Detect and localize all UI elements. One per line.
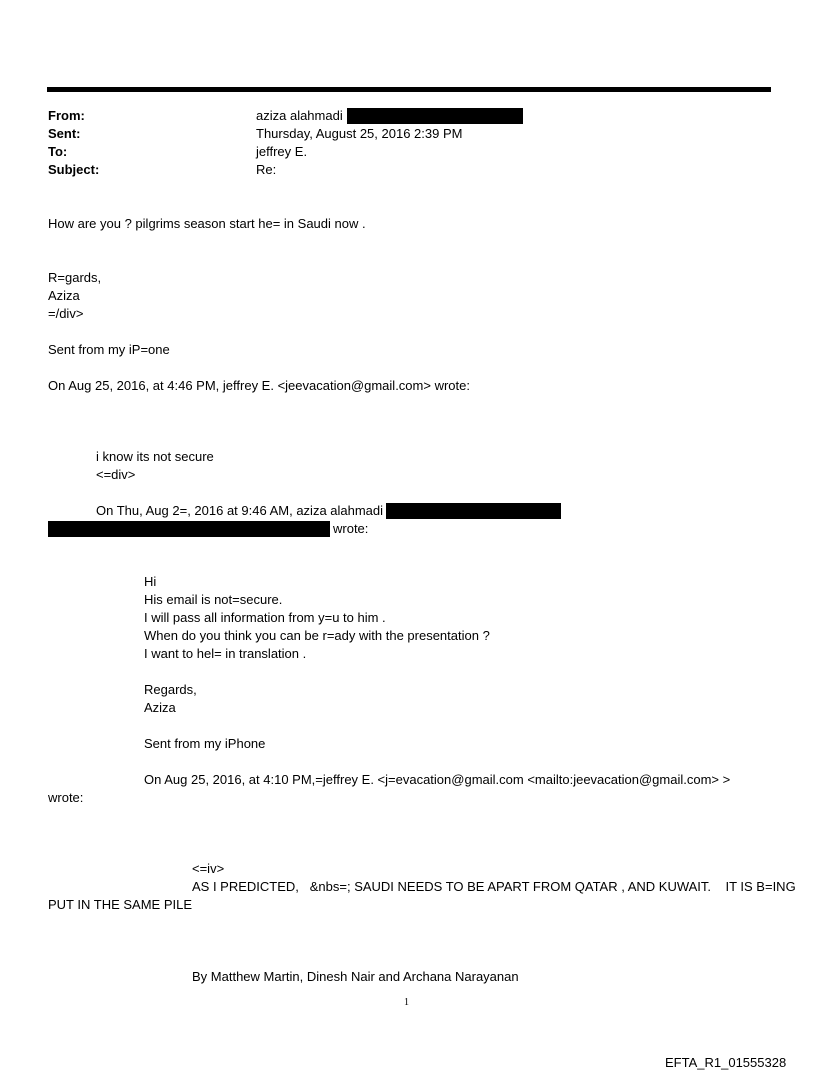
quote-line: By Matthew Martin, Dinesh Nair and Archana Narayanan xyxy=(192,969,519,984)
from-value: aziza alahmadi xyxy=(256,108,343,123)
sent-label: Sent: xyxy=(48,126,81,141)
to-label: To: xyxy=(48,144,68,159)
quote-line: AS I PREDICTED, &nbs=; SAUDI NEEDS TO BE APART FROM QATAR , AND KUWAIT. IT IS B=ING xyxy=(192,879,796,894)
quote-line: Hi xyxy=(144,574,157,589)
body-line: How are you ? pilgrims season start he= in Saudi now . xyxy=(48,216,366,231)
body-line: R=gards, xyxy=(48,270,102,285)
page-number: 1 xyxy=(404,997,409,1008)
quote-line: <=iv> xyxy=(192,861,225,876)
quote-line: On Aug 25, 2016, at 4:10 PM,=jeffrey E. <j=evacation@gmail.com <mailto:jeevacation@gmail.com> > xyxy=(144,772,731,787)
body-line: =/div> xyxy=(48,306,84,321)
quote-line: i know its not secure xyxy=(96,449,214,464)
header-rule xyxy=(47,87,771,92)
quote-line: I will pass all information from y=u to him . xyxy=(144,610,386,625)
to-value: jeffrey E. xyxy=(256,144,308,159)
document-id: EFTA_R1_01555328 xyxy=(665,1055,787,1070)
subject-label: Subject: xyxy=(48,162,100,177)
redaction-box xyxy=(386,503,561,519)
quote-line: When do you think you can be r=ady with the presentation ? xyxy=(144,628,490,643)
subject-value: Re: xyxy=(256,162,277,177)
body-line: Sent from my iP=one xyxy=(48,342,170,357)
redaction-box xyxy=(48,521,330,537)
quote-line: wrote: xyxy=(48,790,84,805)
quote-line: Regards, xyxy=(144,682,197,697)
sent-value: Thursday, August 25, 2016 2:39 PM xyxy=(256,126,463,141)
quote-line: His email is not=secure. xyxy=(144,592,283,607)
quote-line: On Thu, Aug 2=, 2016 at 9:46 AM, aziza alahmadi xyxy=(96,503,384,518)
body-line: Aziza xyxy=(48,288,80,303)
quote-line: I want to hel= in translation . xyxy=(144,646,307,661)
quote-line: PUT IN THE SAME PILE xyxy=(48,897,193,912)
redaction-box xyxy=(347,108,523,124)
quote-line: Aziza xyxy=(144,700,176,715)
quote-line: Sent from my iPhone xyxy=(144,736,266,751)
from-label: From: xyxy=(48,108,85,123)
quote-line: <=div> xyxy=(96,467,136,482)
body-line: On Aug 25, 2016, at 4:46 PM, jeffrey E. <jeevacation@gmail.com> wrote: xyxy=(48,378,470,393)
quote-line: wrote: xyxy=(333,521,369,536)
